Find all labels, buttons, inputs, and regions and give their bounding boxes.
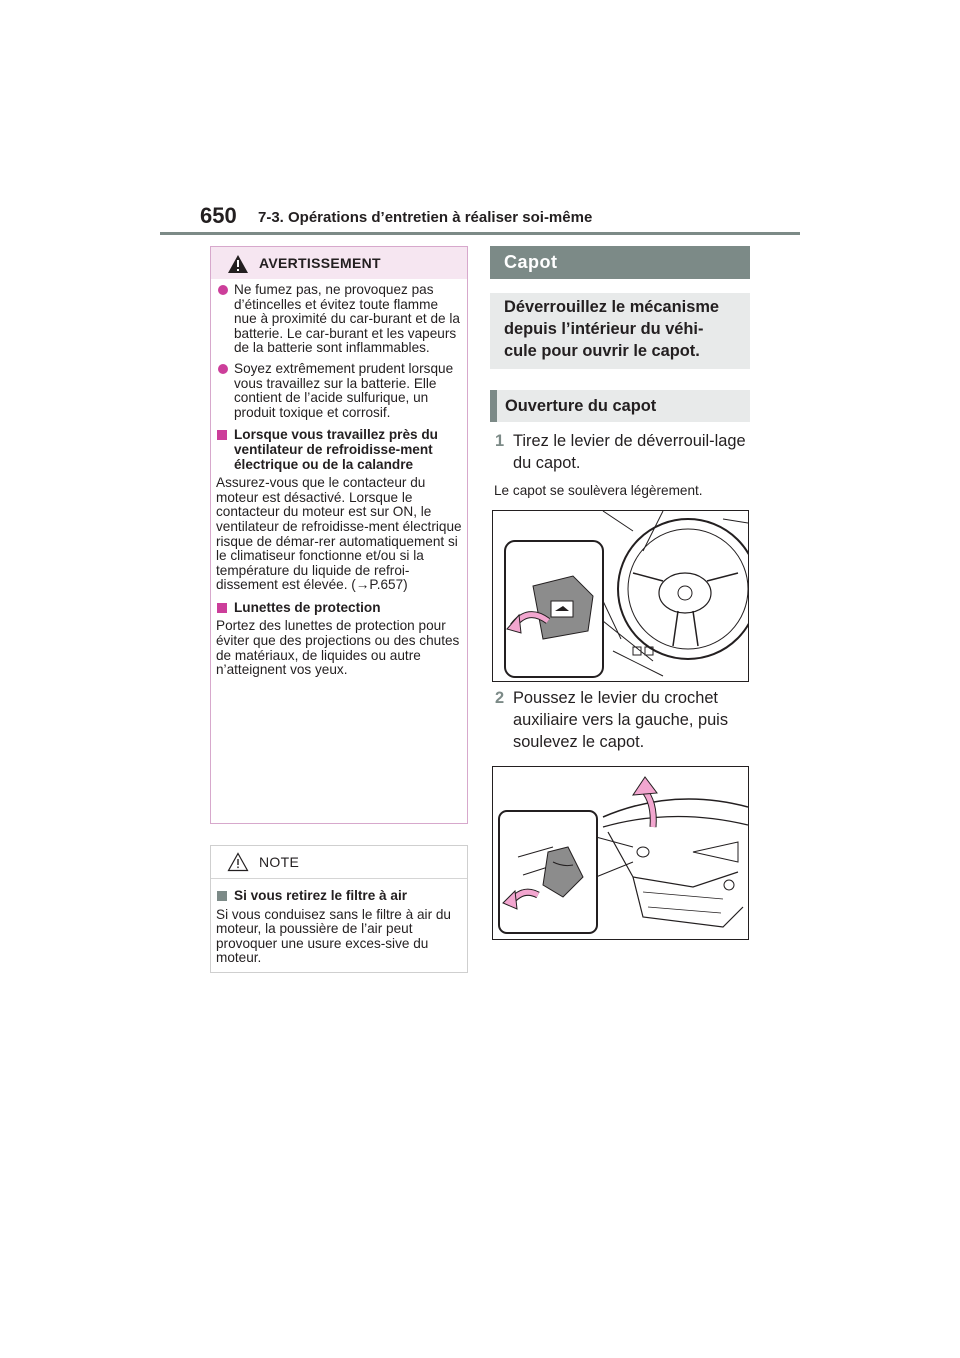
header-divider	[160, 232, 800, 235]
note-subsection-title: Si vous retirez le filtre à air	[216, 889, 462, 904]
auxiliary-hook-illustration	[492, 766, 749, 940]
warning-bullet: Ne fumez pas, ne provoquez pas d’étincelles et évitez toute flamme nue à proximité du car-burant et de la batterie. Le car-burant et les vapeurs de la batterie sont inflammables.	[216, 283, 462, 356]
warning-paragraph: Portez des lunettes de protection pour éviter que des projections ou des chutes de matériaux, de liquides ou autre n’atteignent vos yeux.	[216, 618, 460, 678]
step-text: Poussez le levier du crochet auxiliaire vers la gauche, puis soulevez le capot.	[513, 689, 729, 751]
warning-triangle-icon	[227, 254, 249, 274]
note-header	[211, 846, 467, 879]
warning-paragraph: Assurez-vous que le contacteur du moteur est désactivé. Lorsque le contacteur du moteur est sur ON, le ventilateur de refroidisse-ment électrique risque de démar-rer automatiquement si le climatiseur fonctionne et/ou si la température du liquide de refroi-dissement est élevée. (→P.657)	[216, 475, 462, 593]
bullet-dot-icon	[218, 364, 228, 374]
step-1	[495, 430, 755, 474]
step-number: 2	[495, 689, 505, 707]
section-title: 7-3. Opérations d’entretien à réaliser soi-même	[258, 209, 593, 226]
warning-subsection-title: Lorsque vous travaillez près du ventilateur de refroidisse-ment électrique ou de la calandre	[216, 428, 462, 472]
caution-triangle-icon	[227, 852, 249, 872]
capot-subheading: Ouverture du capot	[490, 390, 750, 422]
capot-intro: Déverrouillez le mécanisme depuis l’intérieur du véhi-cule pour ouvrir le capot.	[490, 293, 750, 369]
bullet-dot-icon	[218, 285, 228, 295]
page-number: 650	[200, 203, 237, 228]
warning-box	[210, 246, 468, 824]
note-paragraph: Si vous conduisez sans le filtre à air du moteur, la poussière de l’air peut provoquer une usure exces-sive du moteur.	[216, 906, 451, 966]
step-1-note: Le capot se soulèvera légèrement.	[494, 483, 703, 498]
square-bullet-icon	[217, 603, 227, 613]
warning-header	[211, 247, 467, 279]
step-number: 1	[495, 432, 505, 450]
note-box	[210, 845, 468, 973]
warning-subsection-title: Lunettes de protection	[216, 601, 462, 616]
steering-wheel-illustration-icon	[493, 511, 748, 681]
warning-bullet: Soyez extrêmement prudent lorsque vous travaillez sur la batterie. Elle contient de l’acide sulfurique, un produit toxique et corrosif.	[216, 362, 462, 420]
square-bullet-icon	[217, 891, 227, 901]
warning-title: AVERTISSEMENT	[259, 255, 381, 271]
hood-release-lever-illustration	[492, 510, 749, 682]
step-text: Tirez le levier de déverrouil-lage du capot.	[513, 432, 746, 472]
step-2	[495, 687, 755, 753]
note-title: NOTE	[259, 854, 300, 870]
square-bullet-icon	[217, 430, 227, 440]
car-front-illustration-icon	[493, 767, 748, 939]
capot-section-header: Capot	[490, 246, 750, 279]
